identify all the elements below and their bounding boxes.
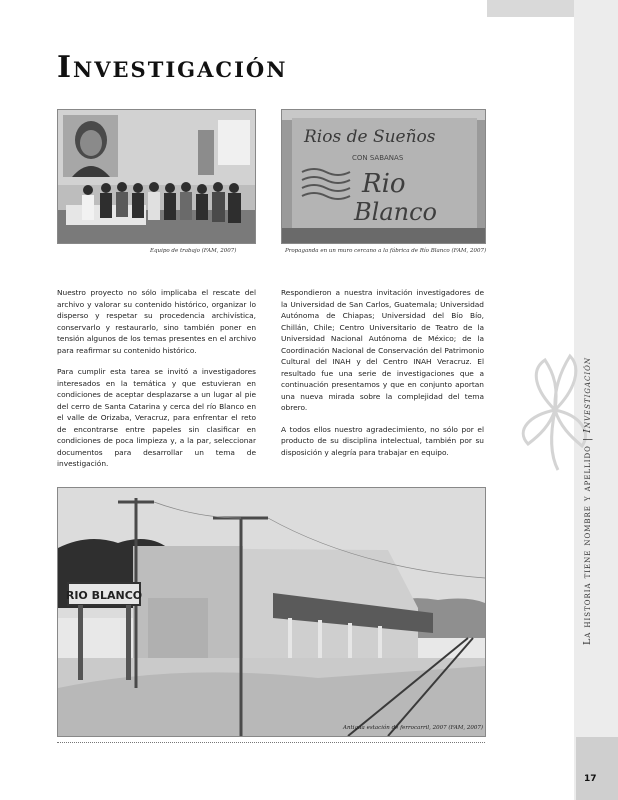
paragraph: Nuestro proyecto no sólo implicaba el rescate del archivo y valorar su contenido histórico, organizar lo disperso y respetar su procedencia archivística, conservarlo y restaurarlo, sino también poner en tensión algunos de los temas presentes en el archivo para reafirmar su contenido histórico. [57, 288, 256, 355]
paragraph: Para cumplir esta tarea se invitó a investigadores interesados en la temática y que estuvieran en condiciones de aceptar desplazarse a un lugar al pie del cerro de Santa Catarina y cerca del río Blanco en el valle de Orizaba, Veracruz, para enfrentar el reto de encontrarse entre papeles sin clasificar en condiciones de poca limpieza y, a la par, seleccionar documentos para desarrollar un tema de investigación. [57, 367, 256, 468]
paragraph: Respondieron a nuestra invitación investigadores de la Universidad de San Carlos, Guatemala; Universidad Autónoma de Chiapas; Universidad del Bío Bío, Chillán, Chile; Centro Universitario de Teatro de la Universidad Nacional Autónoma de México; de la Coordinación Nacional de Conservación del Patrimonio Cultural del INAH y del Centro INAH Veracruz. El resultado fue una serie de investigaciones que a continuación presentamos y que en conjunto aportan una nueva mirada sobre la complejidad del tema obrero. [281, 288, 484, 412]
station-sign-text: RIO BLANCO [65, 589, 143, 602]
left-text-column [57, 287, 256, 480]
mural-line-4: Blanco [354, 198, 437, 226]
station-photo [57, 487, 486, 737]
flower-decoration-icon [520, 340, 590, 480]
mural-line-1: Rios de Sueños [304, 127, 436, 147]
footer-rule [57, 742, 485, 743]
team-photo-caption: Equipo de trabajo (FAM, 2007) [150, 248, 237, 254]
running-head [582, 357, 593, 645]
station-photo-caption: Antigua estación de ferrocarril, 2007 (FAM, 2007) [343, 725, 484, 731]
team-photo-image [58, 110, 255, 243]
running-head-separator: | [582, 432, 593, 446]
wall-photo-caption: Propaganda en un muro cercano a la fábrica de Río Blanco (FAM, 2007) [285, 248, 487, 254]
team-photo [57, 109, 256, 244]
paragraph: A todos ellos nuestro agradecimiento, no sólo por el producto de su disciplina intelectual, también por su disposición y alegría para trabajar en equipo. [281, 424, 484, 457]
running-head-section: Investigación [582, 356, 593, 433]
wall-photo [281, 109, 486, 244]
right-text-column [281, 287, 484, 468]
mural-line-3: Rio [362, 169, 406, 199]
mural-line-2: CON SABANAS [352, 154, 404, 162]
station-photo-image [58, 488, 485, 736]
page-number-tab [576, 737, 618, 800]
wall-photo-image [282, 110, 485, 243]
page-number: 17 [584, 774, 597, 784]
running-head-book: La historia tiene nombre y apellido [582, 445, 593, 645]
section-heading: Investigación [57, 50, 288, 85]
